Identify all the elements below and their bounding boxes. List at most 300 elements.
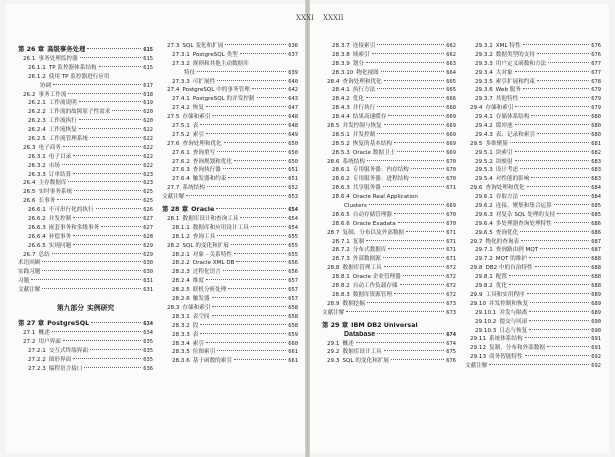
- toc-entry-page: 639: [288, 69, 298, 76]
- toc-entry-title: XML 特性: [495, 43, 521, 49]
- toc-entry: [162, 42, 298, 51]
- dot-leader: [397, 151, 444, 152]
- toc-entry: [465, 282, 601, 291]
- toc-entry-page: 689: [591, 309, 601, 316]
- toc-column-4: [465, 42, 601, 371]
- toc-entry-page: 688: [591, 265, 601, 272]
- dot-leader: [525, 337, 590, 338]
- toc-entry-number: 27.4.2: [172, 105, 190, 112]
- toc-entry-title: Oracle Exadata: [352, 220, 396, 227]
- dot-leader: [520, 231, 589, 232]
- toc-entry: [162, 215, 298, 224]
- toc-entry: [465, 95, 601, 104]
- dot-leader: [366, 62, 444, 63]
- toc-entry-title: 概述: [38, 330, 50, 337]
- toc-entry-page: 683: [591, 158, 601, 165]
- toc-entry-title: 维度: [192, 278, 204, 285]
- toc-entry: [322, 60, 456, 69]
- dot-leader: [554, 222, 590, 223]
- dot-leader: [554, 204, 590, 205]
- dot-leader: [257, 97, 287, 98]
- toc-entry-title: Oracle 企业管理器: [352, 274, 401, 281]
- toc-entry: [18, 259, 153, 268]
- dot-leader: [515, 124, 590, 125]
- toc-entry-page: 669: [446, 149, 456, 156]
- toc-entry-page: 622: [143, 144, 153, 151]
- toc-entry: [465, 255, 601, 264]
- dot-leader: [68, 93, 141, 94]
- dot-leader: [398, 222, 445, 223]
- toc-entry-title: 共享服务器: [352, 185, 381, 192]
- toc-entry: [322, 175, 456, 184]
- toc-entry-title: 执行方法: [352, 87, 376, 94]
- dot-leader: [223, 168, 286, 169]
- toc-entry: [18, 73, 153, 82]
- dot-leader: [79, 128, 141, 129]
- toc-entry-title: 工具和实用程序: [485, 291, 525, 298]
- toc-entry-page: 671: [446, 238, 456, 245]
- toc-entry: [465, 211, 601, 220]
- toc-entry-number: 第 26 章: [18, 45, 45, 53]
- dot-leader: [406, 231, 444, 232]
- toc-entry: [162, 69, 298, 78]
- toc-entry-number: 26.6.2: [28, 216, 46, 223]
- toc-entry-title: 总结: [38, 251, 50, 258]
- dot-leader: [515, 151, 590, 152]
- toc-entry-page: 656: [288, 260, 298, 267]
- toc-entry-number: 26.7: [23, 251, 36, 258]
- toc-entry-title: 联机分析处理: [192, 287, 227, 294]
- toc-entry-title: 块映射: [495, 158, 513, 165]
- dot-leader: [73, 155, 141, 156]
- toc-entry-page: 657: [288, 278, 298, 285]
- toc-entry-number: 28.6.5: [332, 211, 350, 218]
- toc-entry-number: 26.3.3: [28, 171, 46, 178]
- book-gutter: [305, 0, 310, 457]
- toc-entry-number: 27.3: [167, 43, 180, 49]
- dot-leader: [394, 293, 444, 294]
- toc-entry-number: 29.7.2: [475, 256, 493, 263]
- toc-entry: [465, 309, 601, 318]
- toc-entry-number: 26.2: [23, 91, 36, 98]
- toc-entry: [322, 264, 456, 273]
- toc-entry-page: 670: [446, 211, 456, 218]
- dot-leader: [73, 173, 141, 174]
- toc-entry-title: 表: [192, 123, 199, 130]
- dot-leader: [377, 88, 444, 89]
- toc-entry-page: 662: [446, 43, 456, 49]
- toc-entry: [18, 242, 153, 251]
- toc-entry-number: 29.5: [470, 140, 483, 147]
- toc-entry: [322, 166, 456, 175]
- toc-entry: [162, 60, 298, 69]
- toc-entry-title: 存储和索引: [182, 114, 211, 121]
- dot-leader: [212, 115, 286, 116]
- toc-entry-page: 620: [143, 118, 153, 125]
- toc-entry-title: 连接、聚集和集合运算: [495, 203, 552, 210]
- toc-entry-number: 29.1: [327, 340, 340, 347]
- toc-entry-title: 系统结构: [342, 158, 365, 165]
- toc-entry: [322, 86, 456, 95]
- toc-entry-title: 主存数据库: [38, 180, 67, 187]
- toc-entry-number: 26.3.2: [28, 162, 46, 169]
- dot-leader: [369, 204, 444, 205]
- dot-leader: [234, 160, 286, 161]
- dot-leader: [87, 48, 141, 49]
- toc-entry-page: 663: [446, 60, 456, 67]
- toc-entry-page: 651: [288, 176, 298, 183]
- toc-entry: [322, 202, 456, 211]
- toc-entry-number: 27.4.1: [172, 96, 190, 103]
- toc-entry-title: 商务智能特性: [489, 354, 523, 361]
- dot-leader: [197, 71, 286, 72]
- toc-entry-page: 622: [143, 153, 153, 160]
- toc-entry: [465, 122, 601, 131]
- toc-entry: [18, 144, 153, 153]
- toc-entry-number: 29.4.2: [475, 123, 493, 130]
- toc-entry-title: 结果高速缓存: [352, 114, 387, 121]
- toc-entry-number: 28.2.6: [172, 296, 190, 303]
- toc-entry-title: 长事务: [38, 198, 56, 205]
- toc-entry-number: 28.2.4: [172, 278, 190, 285]
- toc-entry-page: 689: [591, 291, 601, 298]
- toc-entry: [18, 135, 153, 144]
- toc-entry: [465, 149, 601, 158]
- toc-entry-page: 657: [288, 296, 298, 303]
- toc-entry: [322, 282, 456, 291]
- dot-leader: [200, 324, 286, 325]
- toc-entry-number: 28.3.6: [172, 358, 190, 365]
- toc-entry-page: 650: [288, 149, 298, 156]
- toc-entry-title: 特征: [184, 69, 196, 76]
- dot-leader: [112, 110, 141, 111]
- toc-entry: [162, 295, 298, 304]
- toc-entry: [322, 122, 456, 131]
- toc-entry: [322, 300, 456, 309]
- toc-entry: [18, 338, 153, 347]
- toc-entry-title: 并发控制: [352, 131, 376, 138]
- toc-entry-number: 27.2.1: [28, 347, 46, 354]
- toc-entry-title: 查询路由到 MQT: [495, 247, 539, 254]
- toc-entry-page: 676: [591, 51, 601, 58]
- toc-entry-number: 29.4: [470, 105, 483, 112]
- toc-entry-page: 627: [143, 216, 153, 223]
- toc-entry-title: 工作流说明: [48, 100, 77, 107]
- toc-entry-title: 表、记录和索引: [495, 131, 535, 138]
- toc-entry-number: 28.8: [327, 265, 340, 272]
- toc-entry-number: 27.2.2: [28, 356, 46, 363]
- toc-entry-title: 位图索引: [192, 349, 216, 356]
- dot-leader: [510, 142, 589, 143]
- toc-entry-title: Web 服务: [495, 87, 521, 94]
- toc-entry-page: 679: [591, 96, 601, 103]
- toc-entry-page: 630: [143, 269, 153, 276]
- dot-leader: [529, 257, 589, 258]
- toc-entry-page: 630: [143, 260, 153, 267]
- toc-entry-title: 嵌套事务和多级事务: [48, 224, 100, 231]
- dot-leader: [521, 240, 589, 241]
- dot-leader: [206, 106, 286, 107]
- toc-entry: [18, 99, 153, 108]
- toc-entry: [18, 329, 153, 338]
- toc-entry-number: 28.3.5: [172, 349, 190, 356]
- dot-leader: [400, 284, 445, 285]
- toc-entry-number: 27.4: [167, 87, 180, 94]
- toc-entry-number: 28.5: [327, 123, 340, 130]
- toc-entry-page: 665: [446, 78, 456, 85]
- toc-entry-title: 电子商务: [38, 144, 61, 151]
- toc-entry-page: 680: [591, 131, 601, 138]
- toc-entry: [18, 224, 153, 233]
- toc-entry: [322, 357, 456, 366]
- toc-entry-title: 订单结算: [48, 171, 72, 178]
- toc-entry-page: 654: [288, 224, 298, 231]
- toc-entry-number: 28.5.2: [332, 140, 350, 147]
- toc-entry: [162, 233, 298, 242]
- toc-entry-number: 27.3.3: [172, 78, 190, 85]
- dot-leader: [57, 199, 141, 200]
- toc-entry-title: 系统结构: [182, 185, 205, 192]
- dot-leader: [73, 244, 141, 245]
- toc-entry-number: 29.11: [470, 336, 487, 343]
- toc-entry-title: PostgreSQL 类型: [192, 51, 238, 58]
- toc-entry: [162, 184, 298, 193]
- toc-entry-title: 存取方法: [495, 194, 519, 201]
- toc-entry: [162, 175, 298, 184]
- toc-entry: [162, 51, 298, 60]
- toc-entry-title: 段: [192, 322, 199, 329]
- toc-entry-page: 636: [288, 43, 298, 49]
- toc-entry-number: 29.6.4: [475, 220, 493, 227]
- toc-entry-page: 689: [591, 300, 601, 307]
- toc-chapter-entry: [18, 318, 153, 329]
- toc-entry-number: 第 27 章: [18, 319, 45, 328]
- dot-leader: [207, 186, 286, 187]
- toc-entry: [162, 304, 298, 313]
- toc-entry-page: 625: [143, 198, 153, 205]
- toc-entry: [18, 286, 153, 295]
- toc-entry-number: 第 29 章: [322, 320, 349, 329]
- toc-entry: [465, 86, 601, 95]
- dot-leader: [388, 248, 444, 249]
- toc-entry-number: 27.5: [167, 114, 180, 121]
- toc-entry-title: 恢复的基本结构: [352, 140, 392, 147]
- dot-leader: [206, 133, 286, 134]
- dot-leader: [99, 66, 142, 67]
- toc-entry-page: 669: [446, 140, 456, 147]
- toc-entry-number: 27.7: [167, 185, 180, 192]
- toc-entry: [322, 51, 456, 60]
- toc-chapter-entry: [162, 204, 298, 215]
- toc-entry-title: DB2 中的自治特性: [485, 265, 533, 272]
- toc-entry: [322, 113, 456, 122]
- toc-entry-page: 692: [591, 354, 601, 361]
- dot-leader: [529, 329, 589, 330]
- dot-leader: [52, 331, 142, 332]
- toc-entry-title: 市场: [48, 162, 60, 169]
- toc-entry-number: 26.6.5: [28, 242, 46, 249]
- toc-entry-title: PostgreSQL 的并发控制: [192, 96, 255, 103]
- toc-entry-title: 文献注解: [322, 309, 345, 316]
- toc-entry-title: 提交与回滚: [499, 318, 528, 325]
- toc-entry-title: 并发控制和恢复: [489, 300, 529, 307]
- toc-entry-number: 28.3.7: [332, 43, 350, 49]
- toc-entry-number: 28.6: [327, 158, 340, 165]
- dot-leader: [557, 213, 589, 214]
- toc-entry-page: 651: [288, 167, 298, 174]
- toc-entry: [322, 340, 456, 349]
- toc-entry-number: 29.3: [327, 358, 340, 365]
- toc-entry-number: 27.3.1: [172, 51, 190, 58]
- toc-entry: [18, 215, 153, 224]
- toc-entry-page: 669: [446, 131, 456, 138]
- toc-entry-page: 637: [288, 51, 298, 58]
- dot-leader: [212, 315, 287, 316]
- dot-leader: [186, 195, 286, 196]
- toc-entry-page: 655: [288, 251, 298, 258]
- dot-leader: [42, 288, 141, 289]
- toc-entry-page: 655: [288, 242, 298, 249]
- toc-entry: [465, 264, 601, 273]
- toc-entry-title: 系统体系结构: [489, 336, 523, 343]
- toc-entry-title: 编程语言接口: [48, 365, 83, 372]
- dot-leader: [63, 340, 141, 341]
- toc-entry-number: 29.13: [470, 354, 487, 361]
- toc-entry-page: 673: [446, 309, 456, 316]
- toc-entry-title: 交互式终端界面: [48, 347, 88, 354]
- dot-leader: [403, 275, 445, 276]
- toc-entry-number: 28.6.2: [332, 176, 350, 183]
- toc-entry-page: 672: [446, 291, 456, 298]
- toc-entry-number: 28.4.2: [332, 96, 350, 103]
- dot-leader: [217, 235, 286, 236]
- toc-entry-title: Oracle XML DB: [192, 260, 235, 267]
- toc-entry-title: 复制: [352, 238, 364, 245]
- dot-leader: [527, 293, 590, 294]
- toc-entry-number: 28.7.1: [332, 238, 350, 245]
- toc-entry-title: 分布式数据库: [352, 247, 387, 254]
- toc-entry-number: 28.8.1: [332, 274, 350, 281]
- toc-entry-title: Oracle 数据卫士: [352, 149, 396, 156]
- toc-entry-title: 触发器: [192, 296, 210, 303]
- dot-leader: [529, 311, 589, 312]
- toc-entry-title: 实例研究: [87, 304, 115, 313]
- toc-entry: [162, 286, 298, 295]
- toc-entry-page: 684: [591, 185, 601, 192]
- toc-entry-number: 26.4: [23, 180, 36, 187]
- toc-entry-page: 631: [143, 287, 153, 294]
- toc-entry-number: 28.2.1: [172, 251, 190, 258]
- dot-leader: [80, 57, 142, 58]
- toc-entry: [18, 64, 153, 73]
- toc-entry-page: 670: [446, 220, 456, 227]
- toc-entry: [162, 268, 298, 277]
- toc-entry-title: Clusters: [344, 203, 367, 210]
- toc-entry-page: 629: [143, 242, 153, 249]
- toc-entry: [18, 356, 153, 365]
- dot-leader: [212, 297, 287, 298]
- dot-leader: [231, 244, 286, 245]
- toc-entry-number: 28.2: [167, 242, 180, 249]
- toc-entry: [162, 357, 298, 366]
- toc-entry-title: 工作流恢复: [48, 127, 77, 134]
- dot-leader: [548, 62, 589, 63]
- toc-entry-number: 29.5.1: [475, 149, 493, 156]
- toc-entry-title: 多处理器查询处理特性: [495, 220, 552, 227]
- toc-entry-title: 事务处理监控器: [38, 56, 78, 62]
- toc-entry-page: 687: [591, 238, 601, 245]
- toc-column-1: [18, 42, 153, 374]
- toc-entry-title: 并发控制与恢复: [342, 123, 382, 130]
- toc-entry-title: 自动存储管理器: [352, 211, 392, 218]
- toc-entry-number: 28.4: [327, 78, 340, 85]
- toc-entry-number: 28.7.2: [332, 247, 350, 254]
- toc-entry-number: 29.4.3: [475, 131, 493, 138]
- dot-leader: [535, 266, 590, 267]
- toc-entry-page: 661: [288, 358, 298, 365]
- toc-entry-number: 27.2: [23, 338, 36, 345]
- toc-chapter-entry: [322, 320, 456, 331]
- toc-entry-title: 并发控制: [48, 216, 72, 223]
- toc-entry-title: 复制、分布和外部数据: [489, 345, 545, 352]
- toc-entry-title: 多维聚簇: [485, 140, 508, 147]
- toc-entry: [322, 42, 456, 51]
- toc-entry-page: 686: [591, 220, 601, 227]
- toc-entry: [162, 166, 298, 175]
- toc-entry-title: 补偿事务: [48, 233, 72, 240]
- toc-entry-page: 615: [143, 47, 153, 53]
- toc-entry-title: 优化: [495, 283, 507, 290]
- dot-leader: [52, 253, 142, 254]
- toc-entry-title: 数据库资源管理: [352, 291, 392, 298]
- toc-entry: [465, 353, 601, 362]
- toc-entry-title: PostgreSQL 中的事务管理: [182, 87, 250, 94]
- toc-entry-number: 28.6.3: [332, 185, 350, 192]
- toc-entry: [322, 291, 456, 300]
- toc-entry: [322, 69, 456, 78]
- dot-leader: [411, 168, 445, 169]
- toc-entry: [322, 229, 456, 238]
- toc-entry-number: 29.6.1: [475, 194, 493, 201]
- toc-entry-number: 第 28 章: [162, 205, 189, 214]
- dot-leader: [62, 164, 141, 165]
- toc-entry-page: 649: [288, 131, 298, 138]
- toc-entry-number: 26.2.4: [28, 127, 46, 134]
- toc-entry: [162, 193, 298, 202]
- toc-entry-page: 619: [143, 100, 153, 107]
- toc-entry-page: 618: [143, 91, 153, 98]
- toc-entry-page: 683: [591, 167, 601, 174]
- toc-entry-number: 29.8.2: [475, 283, 493, 290]
- toc-entry-number: 28.2.2: [172, 260, 190, 267]
- toc-entry: [162, 158, 298, 167]
- toc-entry: [322, 211, 456, 220]
- dot-leader: [53, 84, 141, 85]
- toc-entry: [322, 78, 456, 87]
- toc-entry-number: 29.10: [470, 300, 487, 307]
- toc-entry: [465, 140, 601, 149]
- toc-entry-page: 658: [288, 304, 298, 311]
- dot-leader: [530, 302, 589, 303]
- toc-entry: [18, 108, 153, 117]
- toc-entry-number: 29.10.1: [475, 309, 497, 316]
- toc-entry-number: 28.2.3: [172, 269, 190, 276]
- dot-leader: [527, 186, 590, 187]
- toc-entry-number: 29.3.2: [475, 51, 493, 58]
- toc-entry: [18, 188, 153, 197]
- toc-entry-title: 文献注解: [18, 287, 41, 294]
- toc-entry-title: MQT 的维护: [495, 256, 528, 263]
